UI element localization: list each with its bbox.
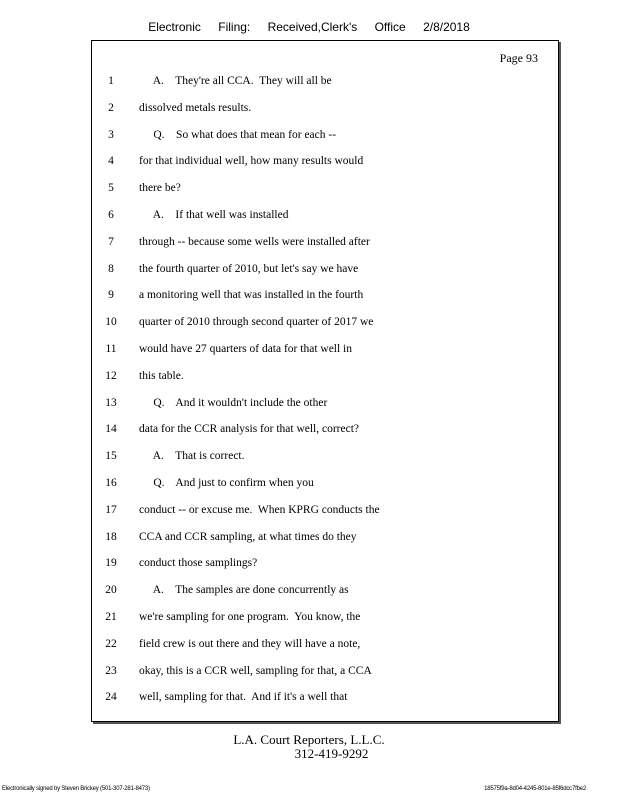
transcript-line <box>92 314 558 341</box>
transcript-line <box>92 341 558 368</box>
transcript-line <box>92 421 558 448</box>
transcript-line <box>92 475 558 502</box>
line-text: okay, this is a CCR well, sampling for that, a CCA <box>139 664 372 677</box>
line-text: Q. And it wouldn't include the other <box>139 396 328 409</box>
line-text: conduct -- or excuse me. When KPRG conducts the <box>139 503 380 516</box>
line-number: 9 <box>108 289 114 302</box>
line-text: a monitoring well that was installed in the fourth <box>139 289 364 302</box>
transcript-line <box>92 180 558 207</box>
line-number: 4 <box>108 155 114 168</box>
line-number: 23 <box>105 664 117 677</box>
line-text: this table. <box>139 369 184 382</box>
transcript-line <box>92 100 558 127</box>
line-number: 18 <box>105 530 117 543</box>
line-text: for that individual well, how many results would <box>139 155 364 168</box>
line-number: 7 <box>108 235 114 248</box>
filing-header-part: Received,Clerk's <box>267 20 358 34</box>
transcript-line <box>92 609 558 636</box>
filing-header-part: Electronic <box>148 20 201 34</box>
transcript-line <box>92 127 558 154</box>
transcript-line <box>92 207 558 234</box>
transcript-line <box>92 73 558 100</box>
line-number: 17 <box>105 503 117 516</box>
line-text: would have 27 quarters of data for that well in <box>139 342 353 355</box>
line-text: well, sampling for that. And if it's a well that <box>139 691 348 704</box>
transcript-line <box>92 663 558 690</box>
line-text: the fourth quarter of 2010, but let's say we have <box>139 262 359 275</box>
reporter-block <box>0 733 618 761</box>
transcript-page <box>91 40 559 722</box>
transcript-line <box>92 502 558 529</box>
line-text: dissolved metals results. <box>139 101 252 114</box>
line-number: 11 <box>105 342 117 355</box>
line-number: 14 <box>105 423 117 436</box>
reporter-name: L.A. Court Reporters, L.L.C. <box>233 732 385 747</box>
line-number: 12 <box>105 369 117 382</box>
line-number: 8 <box>108 262 114 275</box>
reporter-phone: 312-419-9292 <box>294 746 369 761</box>
line-text: Q. And just to confirm when you <box>139 476 314 489</box>
transcript-line <box>92 395 558 422</box>
line-text: A. They're all CCA. They will all be <box>139 75 332 87</box>
line-number: 3 <box>108 128 114 141</box>
transcript-lines <box>92 73 558 716</box>
transcript-line <box>92 689 558 716</box>
line-number: 16 <box>105 476 117 489</box>
line-number: 19 <box>105 557 117 570</box>
document-id-footer: 18575f9a-8d04-4245-801e-85f6dcc7fbe2 <box>484 786 586 792</box>
line-text: we're sampling for one program. You know, the <box>139 610 361 623</box>
line-number: 22 <box>105 637 117 650</box>
line-number: 1 <box>108 75 114 87</box>
transcript-line <box>92 636 558 663</box>
line-text: Q. So what does that mean for each -- <box>139 128 337 141</box>
page-number: Page 93 <box>499 51 538 65</box>
line-number: 6 <box>108 208 114 221</box>
line-text: conduct those samplings? <box>139 557 258 570</box>
transcript-line <box>92 582 558 609</box>
transcript-line <box>92 261 558 288</box>
filing-header-part: Filing: <box>218 20 251 34</box>
line-text: CCA and CCR sampling, at what times do they <box>139 530 357 543</box>
line-number: 21 <box>105 610 117 623</box>
line-number: 13 <box>105 396 117 409</box>
line-number: 10 <box>105 316 117 329</box>
line-text: field crew is out there and they will have a note, <box>139 637 361 650</box>
line-number: 5 <box>108 182 114 195</box>
line-text: quarter of 2010 through second quarter of 2017 we <box>139 316 374 329</box>
line-text: A. If that well was installed <box>139 208 289 221</box>
line-text: A. The samples are done concurrently as <box>139 584 349 597</box>
line-text: there be? <box>139 182 181 195</box>
filing-header-part: Office <box>374 20 406 34</box>
filing-header-part: 2/8/2018 <box>423 20 470 34</box>
transcript-line <box>92 153 558 180</box>
transcript-line <box>92 529 558 556</box>
transcript-line <box>92 287 558 314</box>
line-number: 24 <box>105 691 117 704</box>
line-number: 2 <box>108 101 114 114</box>
line-text: A. That is correct. <box>139 450 245 463</box>
transcript-line <box>92 555 558 582</box>
filing-header <box>0 20 618 34</box>
line-number: 20 <box>105 584 117 597</box>
line-text: through -- because some wells were installed after <box>139 235 370 248</box>
line-number: 15 <box>105 450 117 463</box>
transcript-line <box>92 448 558 475</box>
signature-footer: Electronically signed by Steven Brickey (501-307-281-8473) <box>2 786 150 792</box>
transcript-line <box>92 368 558 395</box>
transcript-line <box>92 234 558 261</box>
line-text: data for the CCR analysis for that well, correct? <box>139 423 360 436</box>
